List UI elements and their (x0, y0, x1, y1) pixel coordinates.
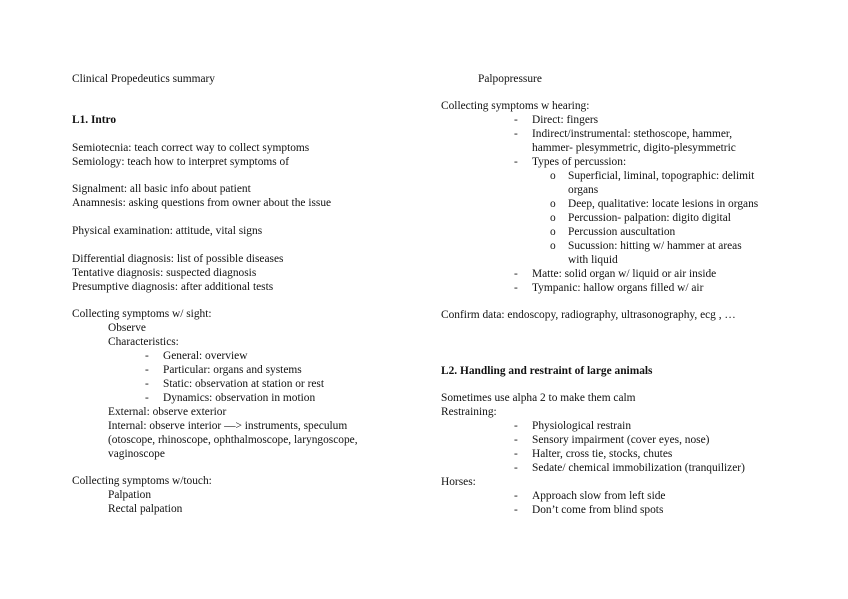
dash-marker: - (514, 282, 518, 294)
list-item: Indirect/instrumental: stethoscope, hammer, (532, 128, 733, 140)
dash-marker: - (145, 392, 149, 404)
text-line: Sometimes use alpha 2 to make them calm (441, 392, 636, 404)
sublist-item: Deep, qualitative: locate lesions in organs (568, 198, 759, 210)
sublist-item: Superficial, liminal, topographic: delimit (568, 170, 755, 182)
dash-marker: - (514, 156, 518, 168)
list-item: Matte: solid organ w/ liquid or air inside (532, 268, 717, 280)
text-line: Differential diagnosis: list of possible diseases (72, 253, 284, 265)
text-line: Characteristics: (108, 336, 179, 348)
text-line: (otoscope, rhinoscope, ophthalmoscope, laryngoscope, (108, 434, 358, 446)
sublist-item: Percussion auscultation (568, 226, 676, 238)
topic-title: Palpopressure (478, 73, 542, 85)
dash-marker: - (514, 504, 518, 516)
list-item: Physiological restrain (532, 420, 632, 432)
sublist-item-continued: with liquid (568, 254, 618, 266)
dash-marker: - (514, 128, 518, 140)
bullet-marker: o (550, 198, 556, 210)
dash-marker: - (514, 114, 518, 126)
text-line: Semiology: teach how to interpret symptoms of (72, 156, 290, 168)
text-line: Tentative diagnosis: suspected diagnosis (72, 267, 257, 279)
dash-marker: - (145, 350, 149, 362)
text-line: External: observe exterior (108, 406, 227, 418)
dash-marker: - (514, 448, 518, 460)
text-line: Signalment: all basic info about patient (72, 183, 251, 195)
sublist-item-continued: organs (568, 184, 599, 196)
text-line: vaginoscope (108, 448, 165, 460)
section-heading-l2: L2. Handling and restraint of large animals (441, 365, 653, 377)
list-item: Sedate/ chemical immobilization (tranquilizer) (532, 462, 745, 474)
list-item: Sensory impairment (cover eyes, nose) (532, 434, 710, 446)
text-line: Physical examination: attitude, vital signs (72, 225, 263, 237)
text-line: Confirm data: endoscopy, radiography, ultrasonography, ecg , … (441, 309, 736, 321)
section-heading-l1: L1. Intro (72, 114, 117, 126)
text-line: Observe (108, 322, 146, 334)
list-item: Particular: organs and systems (163, 364, 302, 376)
bullet-marker: o (550, 170, 556, 182)
dash-marker: - (514, 462, 518, 474)
subsection-heading: Horses: (441, 476, 476, 488)
document-title: Clinical Propedeutics summary (72, 73, 215, 85)
list-item-continued: hammer- plesymmetric, digito-plesymmetric (532, 142, 736, 154)
dash-marker: - (145, 364, 149, 376)
list-item: Don’t come from blind spots (532, 504, 664, 516)
dash-marker: - (514, 490, 518, 502)
dash-marker: - (145, 378, 149, 390)
text-line: Semiotecnia: teach correct way to collect symptoms (72, 142, 310, 154)
list-item: Types of percussion: (532, 156, 627, 168)
text-line: Internal: observe interior —> instruments, speculum (108, 420, 348, 432)
subsection-heading: Restraining: (441, 406, 497, 418)
dash-marker: - (514, 434, 518, 446)
subsection-heading: Collecting symptoms w hearing: (441, 100, 590, 112)
sublist-item: Percussion- palpation: digito digital (568, 212, 731, 224)
bullet-marker: o (550, 240, 556, 252)
dash-marker: - (514, 420, 518, 432)
bullet-marker: o (550, 212, 556, 224)
list-item: Direct: fingers (532, 114, 599, 126)
text-line: Anamnesis: asking questions from owner about the issue (72, 197, 332, 209)
list-item: Tympanic: hallow organs filled w/ air (532, 282, 704, 294)
list-item: Approach slow from left side (532, 490, 666, 502)
list-item: General: overview (163, 350, 248, 362)
list-item: Halter, cross tie, stocks, chutes (532, 448, 673, 460)
text-line: Presumptive diagnosis: after additional tests (72, 281, 274, 293)
list-item: Dynamics: observation in motion (163, 392, 316, 404)
text-line: Palpation (108, 489, 152, 501)
subsection-heading: Collecting symptoms w/ sight: (72, 308, 212, 320)
subsection-heading: Collecting symptoms w/touch: (72, 475, 212, 487)
list-item: Static: observation at station or rest (163, 378, 325, 390)
bullet-marker: o (550, 226, 556, 238)
sublist-item: Sucussion: hitting w/ hammer at areas (568, 240, 742, 252)
dash-marker: - (514, 268, 518, 280)
text-line: Rectal palpation (108, 503, 183, 515)
